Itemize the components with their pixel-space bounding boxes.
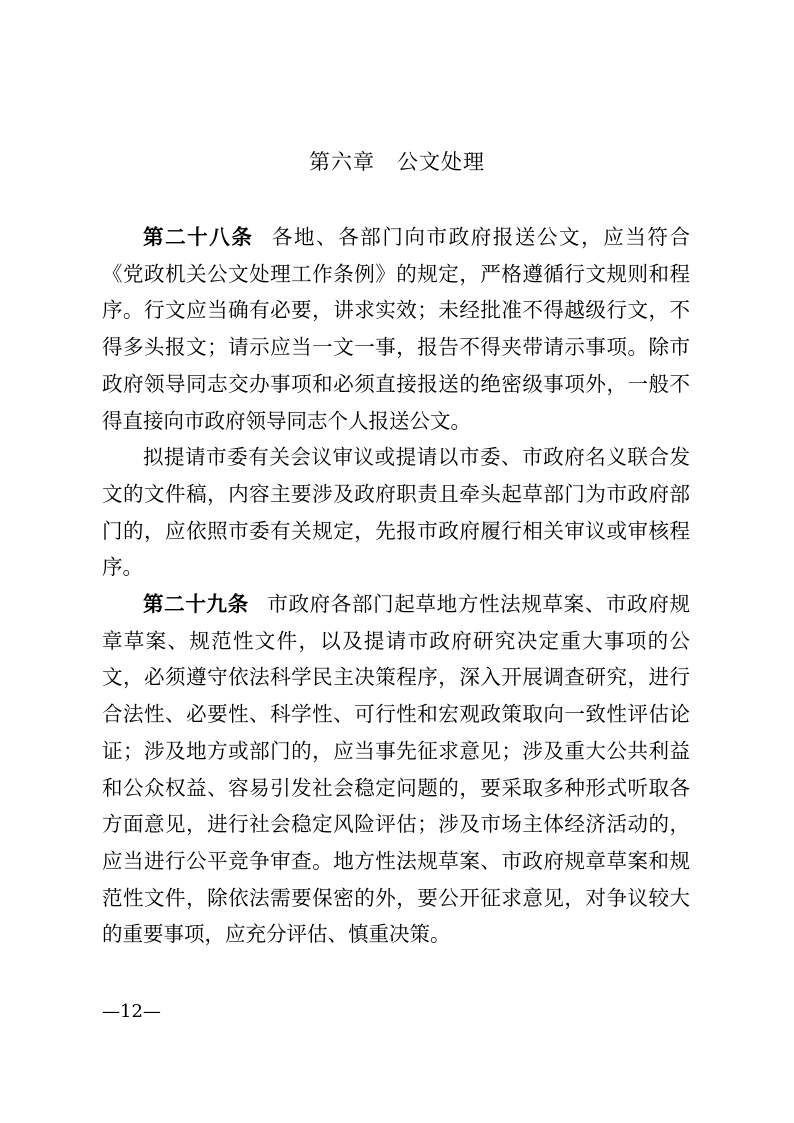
paragraph-article-29: [102, 586, 690, 953]
paragraph-text: 市政府各部门起草地方性法规草案、市政府规章草案、规范性文件，以及提请市政府研究决定重大事项的公文，必须遵守依法科学民主决策程序，深入开展调查研究，进行合法性、必要性、科学性、可行性和宏观政策取向一致性评估论证；涉及地方或部门的，应当事先征求意见；涉及重大公共利益和公众权益、容易引发社会稳定问题的，要采取多种形式听取各方面意见，进行社会稳定风险评估；涉及市场主体经济活动的，应当进行公平竞争审查。地方性法规草案、市政府规章草案和规范性文件，除依法需要保密的外，要公开征求意见，对争议较大的重要事项，应充分评估、慎重决策。: [102, 592, 691, 947]
page-number: —12—: [102, 1001, 161, 1022]
document-body: [102, 219, 690, 953]
chapter-title: 第六章 公文处理: [309, 150, 485, 174]
paragraph-text: 各地、各部门向市政府报送公文，应当符合《党政机关公文处理工作条例》的规定，严格遵循行文规则和程序。行文应当确有必要，讲求实效；未经批准不得越级行文，不得多头报文；请示应当一文一事，报告不得夹带请示事项。除市政府领导同志交办事项和必须直接报送的绝密级事项外，一般不得直接向市政府领导同志个人报送公文。: [102, 225, 691, 433]
article-number: 第二十九条: [143, 592, 249, 617]
paragraph-article-28: [102, 219, 690, 439]
paragraph-article-28-continued: [102, 439, 690, 586]
article-number: 第二十八条: [143, 225, 254, 249]
paragraph-text: 拟提请市委有关会议审议或提请以市委、市政府名义联合发文的文件稿，内容主要涉及政府职责且牵头起草部门为市政府部门的，应依照市委有关规定，先报市政府履行相关审议或审核程序。: [102, 445, 690, 580]
